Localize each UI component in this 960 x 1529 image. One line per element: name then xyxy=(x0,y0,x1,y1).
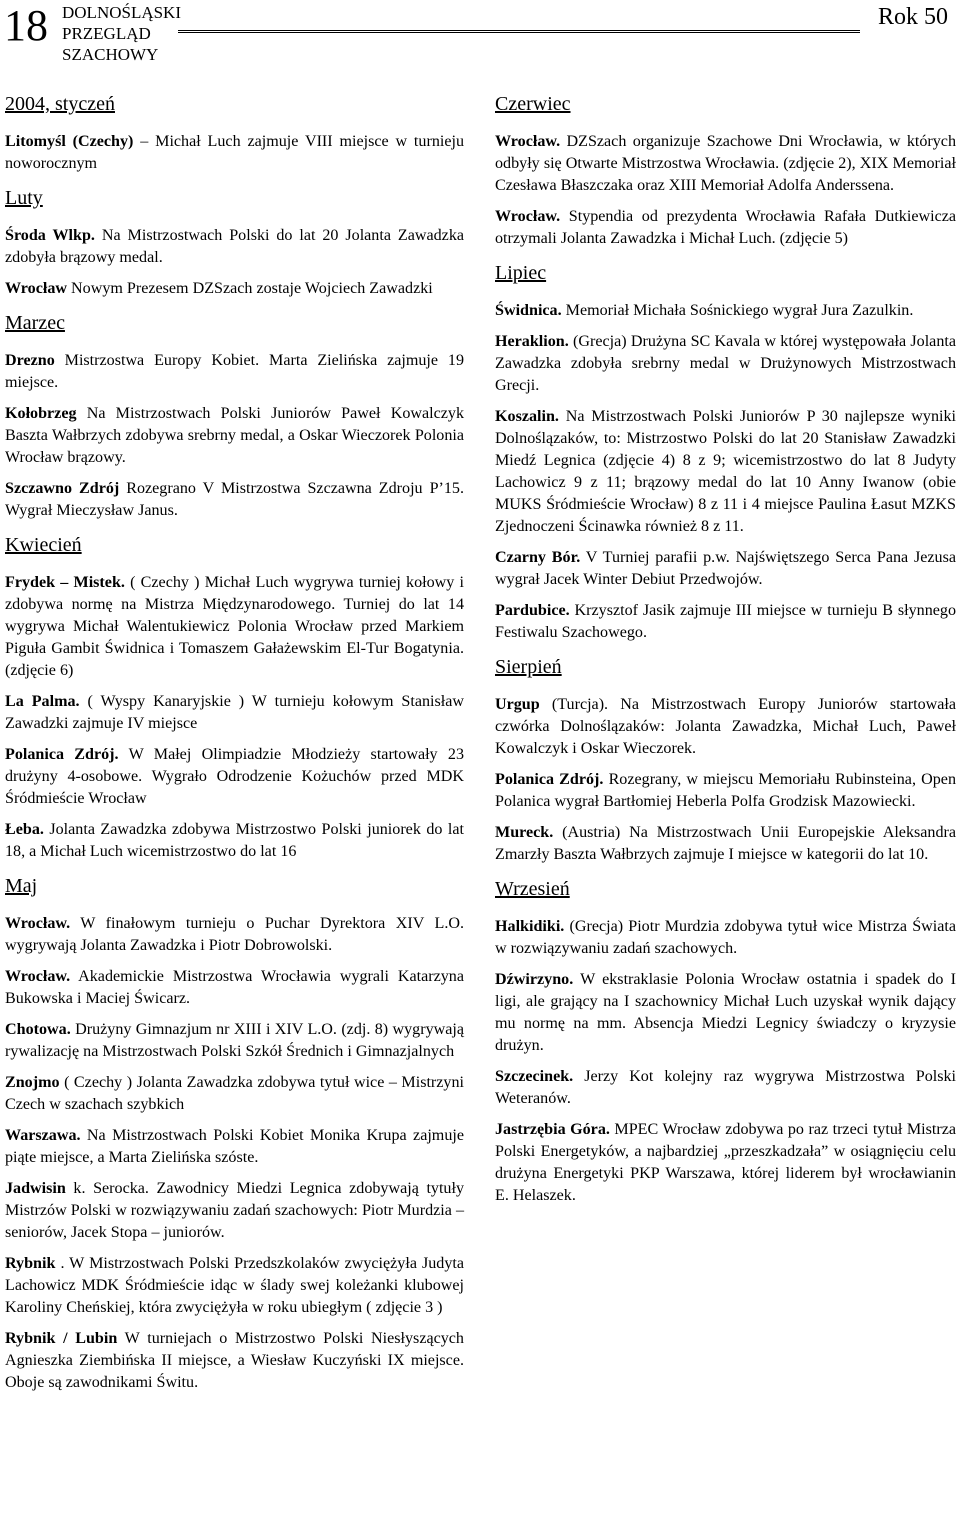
entry-text: Na Mistrzostwach Polski Juniorów P 30 najlepsze wyniki Dolnoślązaków, to: Mistrzostwo Polski do lat 20 Stanisław Zawadzki Miedź Legnica (zdjęcie 4) 8 z 9; wicemistrzostwo do lat 8 Judyty Lachowicz 9 z 11; brązowy medal do lat 10 Anny Iwanow (obie MUKS Śródmieście Wrocław) 8 z 11 i 4 miejsce Paulina Łasut MZKS Zjednoczeni Ścinawka również 8 z 11. xyxy=(495,408,956,535)
news-entry xyxy=(5,350,464,394)
news-entry xyxy=(5,1178,464,1244)
news-entry xyxy=(5,913,464,957)
entry-text: Na Mistrzostwach Polski do lat 20 Jolanta Zawadzka zdobyła brązowy medal. xyxy=(5,227,465,266)
news-entry xyxy=(495,822,956,866)
entry-text: (Austria) Na Mistrzostwach Unii Europejskie Aleksandra Zmarzły Baszta Wałbrzych zajmuje I miejsce w kategorii do lat 10. xyxy=(495,824,956,863)
news-entry xyxy=(495,1066,956,1110)
entry-text: Na Mistrzostwach Polski Juniorów Paweł Kowalczyk Baszta Wałbrzych zdobywa srebrny medal, a Oskar Wieczorek Polonia Wrocław brązowy. xyxy=(5,405,464,466)
journal-title-line: PRZEGLĄD xyxy=(62,24,151,43)
entry-text: k. Serocka. Zawodnicy Miedzi Legnica zdobywają tytuły Mistrzów Polski w rozwiązywaniu zadań szachowych: Piotr Murdzia – seniorów, Jacek Stopa – juniorów. xyxy=(5,1180,464,1241)
entry-place: Wrocław xyxy=(5,280,67,297)
header-rule xyxy=(178,30,860,37)
entry-text: (Grecja) Drużyna SC Kavala w której występowała Jolanta Zawadzka zdobyła srebrny medal w Drużynowych Mistrzostwach Grecji. xyxy=(495,333,956,394)
entry-place: Litomyśl (Czechy) xyxy=(5,133,141,150)
news-entry xyxy=(5,1328,464,1394)
entry-text: W turniejach o Mistrzostwo Polski Niesłyszących Agnieszka Ziembińska II miejsce, a Wiesław Kuczyński IX miejsce. Oboje są zawodnikami Świtu. xyxy=(5,1330,464,1391)
entry-text: Jolanta Zawadzka zdobywa Mistrzostwo Polski juniorek do lat 18, a Michał Luch wicemistrzostwo do lat 16 xyxy=(5,821,464,860)
news-entry xyxy=(495,206,956,250)
entry-place: Chotowa. xyxy=(5,1021,71,1038)
entry-place: Urgup xyxy=(495,696,540,713)
month-heading: Maj xyxy=(5,875,38,897)
entry-text: V Turniej parafii p.w. Najświętszego Serca Pana Jezusa wygrał Jacek Winter Debiut Przedwojów. xyxy=(495,549,956,588)
entry-place: Koszalin. xyxy=(495,408,559,425)
entry-text: Drużyny Gimnazjum nr XIII i XIV L.O. (zdj. 8) wygrywają rywalizację na Mistrzostwach Polski Szkół Średnich i Gimnazjalnych xyxy=(5,1021,464,1060)
entry-text: MPEC Wrocław zdobywa po raz trzeci tytuł Mistrza Polski Energetyków, a najbardziej „przeszkadzała” w osiągnięciu celu drużyna Energetyki PKP Warszawa, której liderem był wrocławianin E. Helaszek. xyxy=(495,1121,957,1204)
month-heading: Luty xyxy=(5,187,43,209)
entry-place: Wrocław. xyxy=(5,915,71,932)
entry-text: W Małej Olimpiadzie Młodzieży startowały 23 drużyny 4-osobowe. Wygrało Odrodzenie Kożuchów przed MDK Śródmieście Wrocław xyxy=(5,746,464,807)
news-entry xyxy=(495,1119,956,1207)
entry-place: Czarny Bór. xyxy=(495,549,581,566)
news-entry xyxy=(5,744,464,810)
news-entry xyxy=(495,300,956,322)
month-heading: Czerwiec xyxy=(495,93,571,115)
entry-place: La Palma. xyxy=(5,693,80,710)
entry-place: Polanica Zdrój. xyxy=(495,771,604,788)
month-heading: Sierpień xyxy=(495,656,562,678)
entry-text: DZSzach organizuje Szachowe Dni Wrocławia, w których odbyły się Otwarte Mistrzostwa Wrocławia. (zdjęcie 2), XIX Memoriał Czesława Błaszczaka oraz XIII Memoriał Adolfa Anderssena. xyxy=(495,133,956,194)
entry-place: Środa Wlkp. xyxy=(5,227,95,244)
year-label: Rok 50 xyxy=(877,4,948,30)
entry-text: Krzysztof Jasik zajmuje III miejsce w turnieju B słynnego Festiwalu Szachowego. xyxy=(495,602,956,641)
entry-text: (Grecja) Piotr Murdzia zdobywa tytuł wice Mistrza Świata w rozwiązywaniu zadań szachowych. xyxy=(495,918,956,957)
entry-text: ( Czechy ) Jolanta Zawadzka zdobywa tytuł wice – Mistrzyni Czech w szachach szybkich xyxy=(5,1074,464,1113)
entry-text: Memoriał Michała Sośnickiego wygrał Jura Zazulkin. xyxy=(561,302,914,319)
journal-title-line: DOLNOŚLĄSKI xyxy=(62,3,181,22)
month-heading: Marzec xyxy=(5,312,65,334)
entry-text: . W Mistrzostwach Polski Przedszkolaków zwyciężyła Judyta Lachowicz MDK Śródmieście idąc w ślady swej koleżanki klubowej Karoliny Cheńskiej, która zwyciężyła w roku ubiegłym ( zdjęcie 3 ) xyxy=(5,1255,464,1316)
news-entry xyxy=(5,819,464,863)
entry-place: Warszawa. xyxy=(5,1127,81,1144)
entry-text: (Turcja). Na Mistrzostwach Europy Juniorów startowała czwórka Dolnoślązaków: Jolanta Zawadzka, Michał Luch, Paweł Kowalczyk i Oskar Wieczorek. xyxy=(495,696,956,757)
entry-text: Stypendia od prezydenta Wrocławia Rafała Dutkiewicza otrzymali Jolanta Zawadzka i Michał Luch. (zdjęcie 5) xyxy=(495,208,956,247)
month-heading: Wrzesień xyxy=(495,878,570,900)
entry-text: Mistrzostwa Europy Kobiet. Marta Zielińska zajmuje 19 miejsce. xyxy=(5,352,464,391)
entry-place: Heraklion. xyxy=(495,333,569,350)
news-entry xyxy=(5,1253,464,1319)
left-column xyxy=(5,86,464,1403)
entry-place: Łeba. xyxy=(5,821,44,838)
month-heading: 2004, styczeń xyxy=(5,93,115,115)
news-entry xyxy=(5,1072,464,1116)
entry-text: Nowym Prezesem DZSzach zostaje Wojciech Zawadzki xyxy=(67,280,433,297)
news-entry xyxy=(495,600,956,644)
entry-text: Na Mistrzostwach Polski Kobiet Monika Krupa zajmuje piąte miejsce, a Marta Zielińska szóste. xyxy=(5,1127,464,1166)
news-entry xyxy=(5,131,464,175)
entry-place: Świdnica. xyxy=(495,302,562,319)
news-entry xyxy=(495,331,956,397)
entry-place: Drezno xyxy=(5,352,55,369)
entry-text: Akademickie Mistrzostwa Wrocławia wygrali Katarzyna Bukowska i Maciej Świcarz. xyxy=(5,968,464,1007)
entry-place: Rybnik / Lubin xyxy=(5,1330,118,1347)
entry-place: Polanica Zdrój. xyxy=(5,746,119,763)
news-entry xyxy=(5,1125,464,1169)
entry-text: Rozegrany, w miejscu Memoriału Rubinsteina, Open Polanica wygrał Bartłomiej Heberla Polfa Grodzisk Mazowiecki. xyxy=(495,771,956,810)
page-number: 18 xyxy=(4,1,48,50)
entry-place: Wrocław. xyxy=(495,133,561,150)
entry-text: – Michał Luch zajmuje VIII miejsce w turnieju noworocznym xyxy=(5,133,464,172)
news-entry xyxy=(5,691,464,735)
entry-text: Jerzy Kot kolejny raz wygrywa Mistrzostwa Polski Weteranów. xyxy=(495,1068,956,1107)
news-entry xyxy=(495,131,956,197)
news-entry xyxy=(495,547,956,591)
entry-text: Rozegrano V Mistrzostwa Szczawna Zdroju P’15. Wygrał Mieczysław Janus. xyxy=(5,480,464,519)
news-entry xyxy=(495,916,956,960)
news-entry xyxy=(5,278,464,300)
entry-text: W ekstraklasie Polonia Wrocław ostatnia i spadek do I ligi, ale grający na I szachownicy Michał Luch uzyskał wynik dający mu normę na mm. Absencja Miedzi Legnicy świadczy o kryzysie drużyn. xyxy=(495,971,956,1054)
news-entry xyxy=(495,769,956,813)
month-heading: Kwiecień xyxy=(5,534,82,556)
entry-place: Szczawno Zdrój xyxy=(5,480,120,497)
entry-text: W finałowym turnieju o Puchar Dyrektora XIV L.O. wygrywają Jolanta Zawadzka i Piotr Dobrowolski. xyxy=(5,915,464,954)
news-entry xyxy=(5,966,464,1010)
entry-place: Halkidiki. xyxy=(495,918,565,935)
entry-place: Wrocław. xyxy=(495,208,561,225)
entry-place: Pardubice. xyxy=(495,602,570,619)
journal-title xyxy=(62,2,181,65)
news-entry xyxy=(5,1019,464,1063)
entry-place: Znojmo xyxy=(5,1074,60,1091)
news-entry xyxy=(5,478,464,522)
page-header xyxy=(0,0,960,72)
news-entry xyxy=(495,406,956,538)
news-entry xyxy=(5,572,464,682)
journal-title-line: SZACHOWY xyxy=(62,45,159,64)
entry-text: ( Wyspy Kanaryjskie ) W turnieju kołowym Stanisław Zawadzki zajmuje IV miejsce xyxy=(5,693,464,732)
news-entry xyxy=(5,403,464,469)
entry-text: ( Czechy ) Michał Luch wygrywa turniej kołowy i zdobywa normę na Mistrza Międzynarodowego. Turniej do lat 14 wygrywa Michał Walentukiewicz Polonia Wrocław przed Markiem Piguła Gambit Świdnica i Tomaszem Gałażewskim El-Tur Bogatynia. (zdjęcie 6) xyxy=(5,574,464,679)
entry-place: Rybnik xyxy=(5,1255,56,1272)
news-entry xyxy=(495,969,956,1057)
entry-place: Szczecinek. xyxy=(495,1068,574,1085)
news-entry xyxy=(495,694,956,760)
entry-place: Jastrzębia Góra. xyxy=(495,1121,610,1138)
month-heading: Lipiec xyxy=(495,262,547,284)
entry-place: Kołobrzeg xyxy=(5,405,77,422)
entry-place: Frydek – Mistek. xyxy=(5,574,125,591)
entry-place: Wrocław. xyxy=(5,968,71,985)
news-entry xyxy=(5,225,464,269)
right-column xyxy=(495,86,956,1216)
entry-place: Jadwisin xyxy=(5,1180,66,1197)
entry-place: Dźwirzyno. xyxy=(495,971,574,988)
entry-place: Mureck. xyxy=(495,824,554,841)
